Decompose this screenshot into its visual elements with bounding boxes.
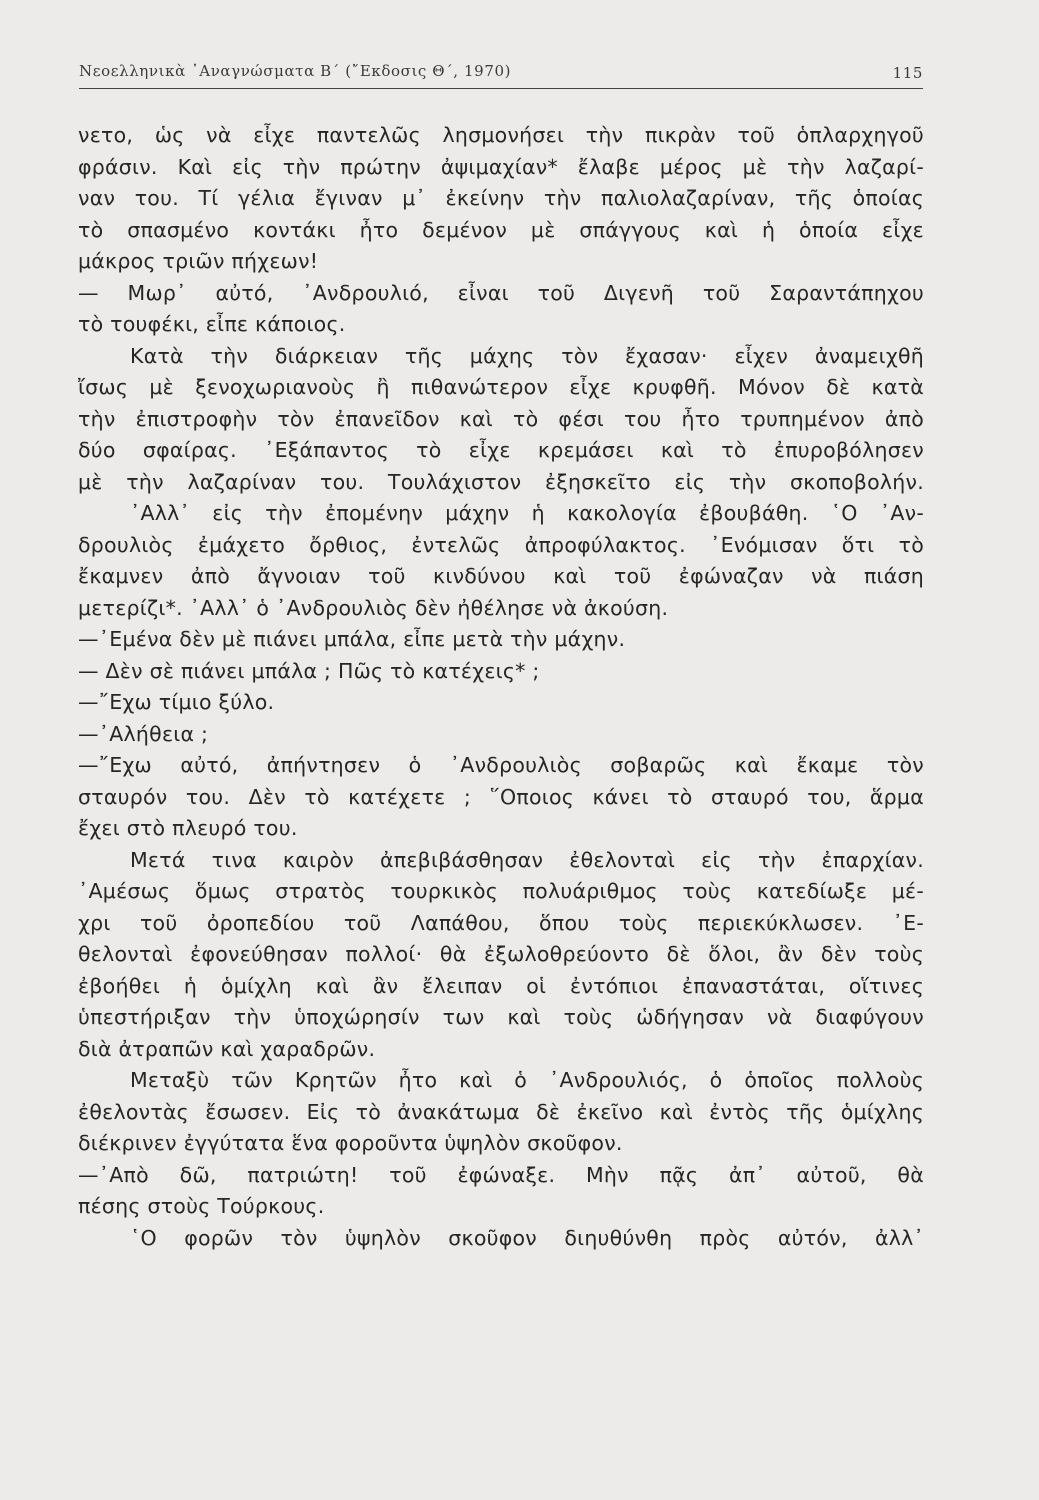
text-line: ἔκαμνεν ἀπὸ ἄγνοιαν τοῦ κινδύνου καὶ τοῦ ἐφώναζαν νὰ πιάση: [78, 564, 924, 588]
text-line: θελονταὶ ἐφονεύθησαν πολλοί· θὰ ἐξωλοθρεύοντο δὲ ὅλοι, ἂν δὲν τοὺς: [78, 942, 924, 966]
running-header: [79, 58, 923, 94]
text-line: διέκρινεν ἐγγύτατα ἕνα φοροῦντα ὑψηλὸν σκοῦφον.: [78, 1131, 623, 1155]
text-line: ᾿Αμέσως ὅμως στρατὸς τουρκικὸς πολυάριθμος τοὺς κατεδίωξε μέ-: [78, 879, 924, 903]
text-line: μάκρος τριῶν πήχεων!: [78, 249, 319, 273]
text-line: ἐβοήθει ἡ ὁμίχλη καὶ ἂν ἔλειπαν οἱ ἐντόπιοι ἐπαναστάται, οἵτινες: [78, 973, 924, 998]
text-line: ναν του. Τί γέλια ἔγιναν μ᾿ ἐκείνην τὴν παλιολαζαρίναν, τῆς ὁποίας: [78, 186, 924, 210]
text-line: χρι τοῦ ὀροπεδίου τοῦ Λαπάθου, ὅπου τοὺς περιεκύκλωσεν. ᾿Ε-: [78, 910, 924, 935]
text-line: νετο, ὡς νὰ εἶχε παντελῶς λησμονήσει τὴν πικρὰν τοῦ ὁπλαρχηγοῦ: [78, 123, 924, 147]
text-line: τὸ σπασμένο κοντάκι ἦτο δεμένον μὲ σπάγγους καὶ ἡ ὁποία εἶχε: [78, 217, 924, 242]
text-line: φράσιν. Καὶ εἰς τὴν πρώτην ἀψιμαχίαν* ἔλαβε μέρος μὲ τὴν λαζαρί-: [78, 154, 924, 179]
text-line: μετερίζι*. ᾿Αλλ᾿ ὁ ᾿Ανδρουλιὸς δὲν ἠθέλησε νὰ ἀκούση.: [78, 595, 669, 620]
text-line: — Μωρ᾿ αὐτό, ᾿Ανδρουλιό, εἶναι τοῦ Διγενῆ τοῦ Σαραντάπηχου: [78, 280, 924, 305]
header-title: Νεοελληνικὰ ᾿Αναγνώσματα Β΄ (῎Εκδοσις Θ΄, 1970): [79, 62, 512, 80]
text-line: τὴν ἐπιστροφὴν τὸν ἐπανεῖδον καὶ τὸ φέσι του ἦτο τρυπημένον ἀπὸ: [78, 406, 924, 431]
text-line: ῾Ο φορῶν τὸν ὑψηλὸν σκοῦφον διηυθύνθη πρὸς αὐτόν, ἀλλ᾿: [130, 1225, 924, 1250]
text-line: πέσης στοὺς Τούρκους.: [78, 1194, 325, 1218]
header-rule: [79, 88, 923, 89]
text-line: ὑπεστήριξαν τὴν ὑποχώρησίν των καὶ τοὺς ὡδήγησαν νὰ διαφύγουν: [78, 1005, 924, 1029]
text-line: ἔχει στὸ πλευρό του.: [78, 816, 298, 840]
text-line: Κατὰ τὴν διάρκειαν τῆς μάχης τὸν ἔχασαν· εἶχεν ἀναμειχθῆ: [130, 343, 924, 368]
text-line: διὰ ἀτραπῶν καὶ χαραδρῶν.: [78, 1036, 376, 1061]
text-line: —῎Εχω αὐτό, ἀπήντησεν ὁ ᾿Ανδρουλιὸς σοβαρῶς καὶ ἔκαμε τὸν: [78, 753, 924, 777]
text-line: Μεταξὺ τῶν Κρητῶν ἦτο καὶ ὁ ᾿Ανδρουλιός, ὁ ὁποῖος πολλοὺς: [130, 1068, 924, 1092]
text-line: — Δὲν σὲ πιάνει μπάλα ; Πῶς τὸ κατέχεις* ;: [78, 658, 540, 683]
text-line: ᾿Αλλ᾿ εἰς τὴν ἐπομένην μάχην ἡ κακολογία ἐβουβάθη. ῾Ο ᾿Αν-: [130, 501, 924, 525]
text-line: σταυρόν του. Δὲν τὸ κατέχετε ; ῞Οποιος κάνει τὸ σταυρό του, ἅρμα: [78, 784, 924, 809]
text-line: δρουλιὸς ἐμάχετο ὄρθιος, ἐντελῶς ἀπροφύλακτος. ᾿Ενόμισαν ὅτι τὸ: [78, 532, 924, 557]
text-line: —᾿Απὸ δῶ, πατριώτη! τοῦ ἐφώναξε. Μὴν πᾷς ἀπ᾿ αὐτοῦ, θὰ: [78, 1162, 924, 1187]
text-line: Μετά τινα καιρὸν ἀπεβιβάσθησαν ἐθελονταὶ εἰς τὴν ἐπαρχίαν.: [130, 847, 924, 872]
text-line: τὸ τουφέκι, εἶπε κάποιος.: [78, 312, 346, 336]
body-text: [78, 120, 924, 1254]
text-line: —᾿Αλήθεια ;: [78, 721, 209, 746]
text-line: —᾿Εμένα δὲν μὲ πιάνει μπάλα, εἶπε μετὰ τὴν μάχην.: [78, 627, 626, 651]
text-line: ἐθελοντὰς ἔσωσεν. Εἰς τὸ ἀνακάτωμα δὲ ἐκεῖνο καὶ ἐντὸς τῆς ὁμίχλης: [78, 1099, 924, 1124]
text-line: δύο σφαίρας. ᾿Εξάπαντος τὸ εἶχε κρεμάσει καὶ τὸ ἐπυροβόλησεν: [78, 438, 924, 462]
page-number: 115: [892, 64, 923, 82]
text-line: ἴσως μὲ ξενοχωριανοὺς ἢ πιθανώτερον εἶχε κρυφθῆ. Μόνον δὲ κατὰ: [78, 375, 924, 399]
text-line: —῎Εχω τίμιο ξύλο.: [78, 690, 275, 714]
text-line: μὲ τὴν λαζαρίναν του. Τουλάχιστον ἐξησκεῖτο εἰς τὴν σκοποβολήν.: [78, 469, 924, 494]
